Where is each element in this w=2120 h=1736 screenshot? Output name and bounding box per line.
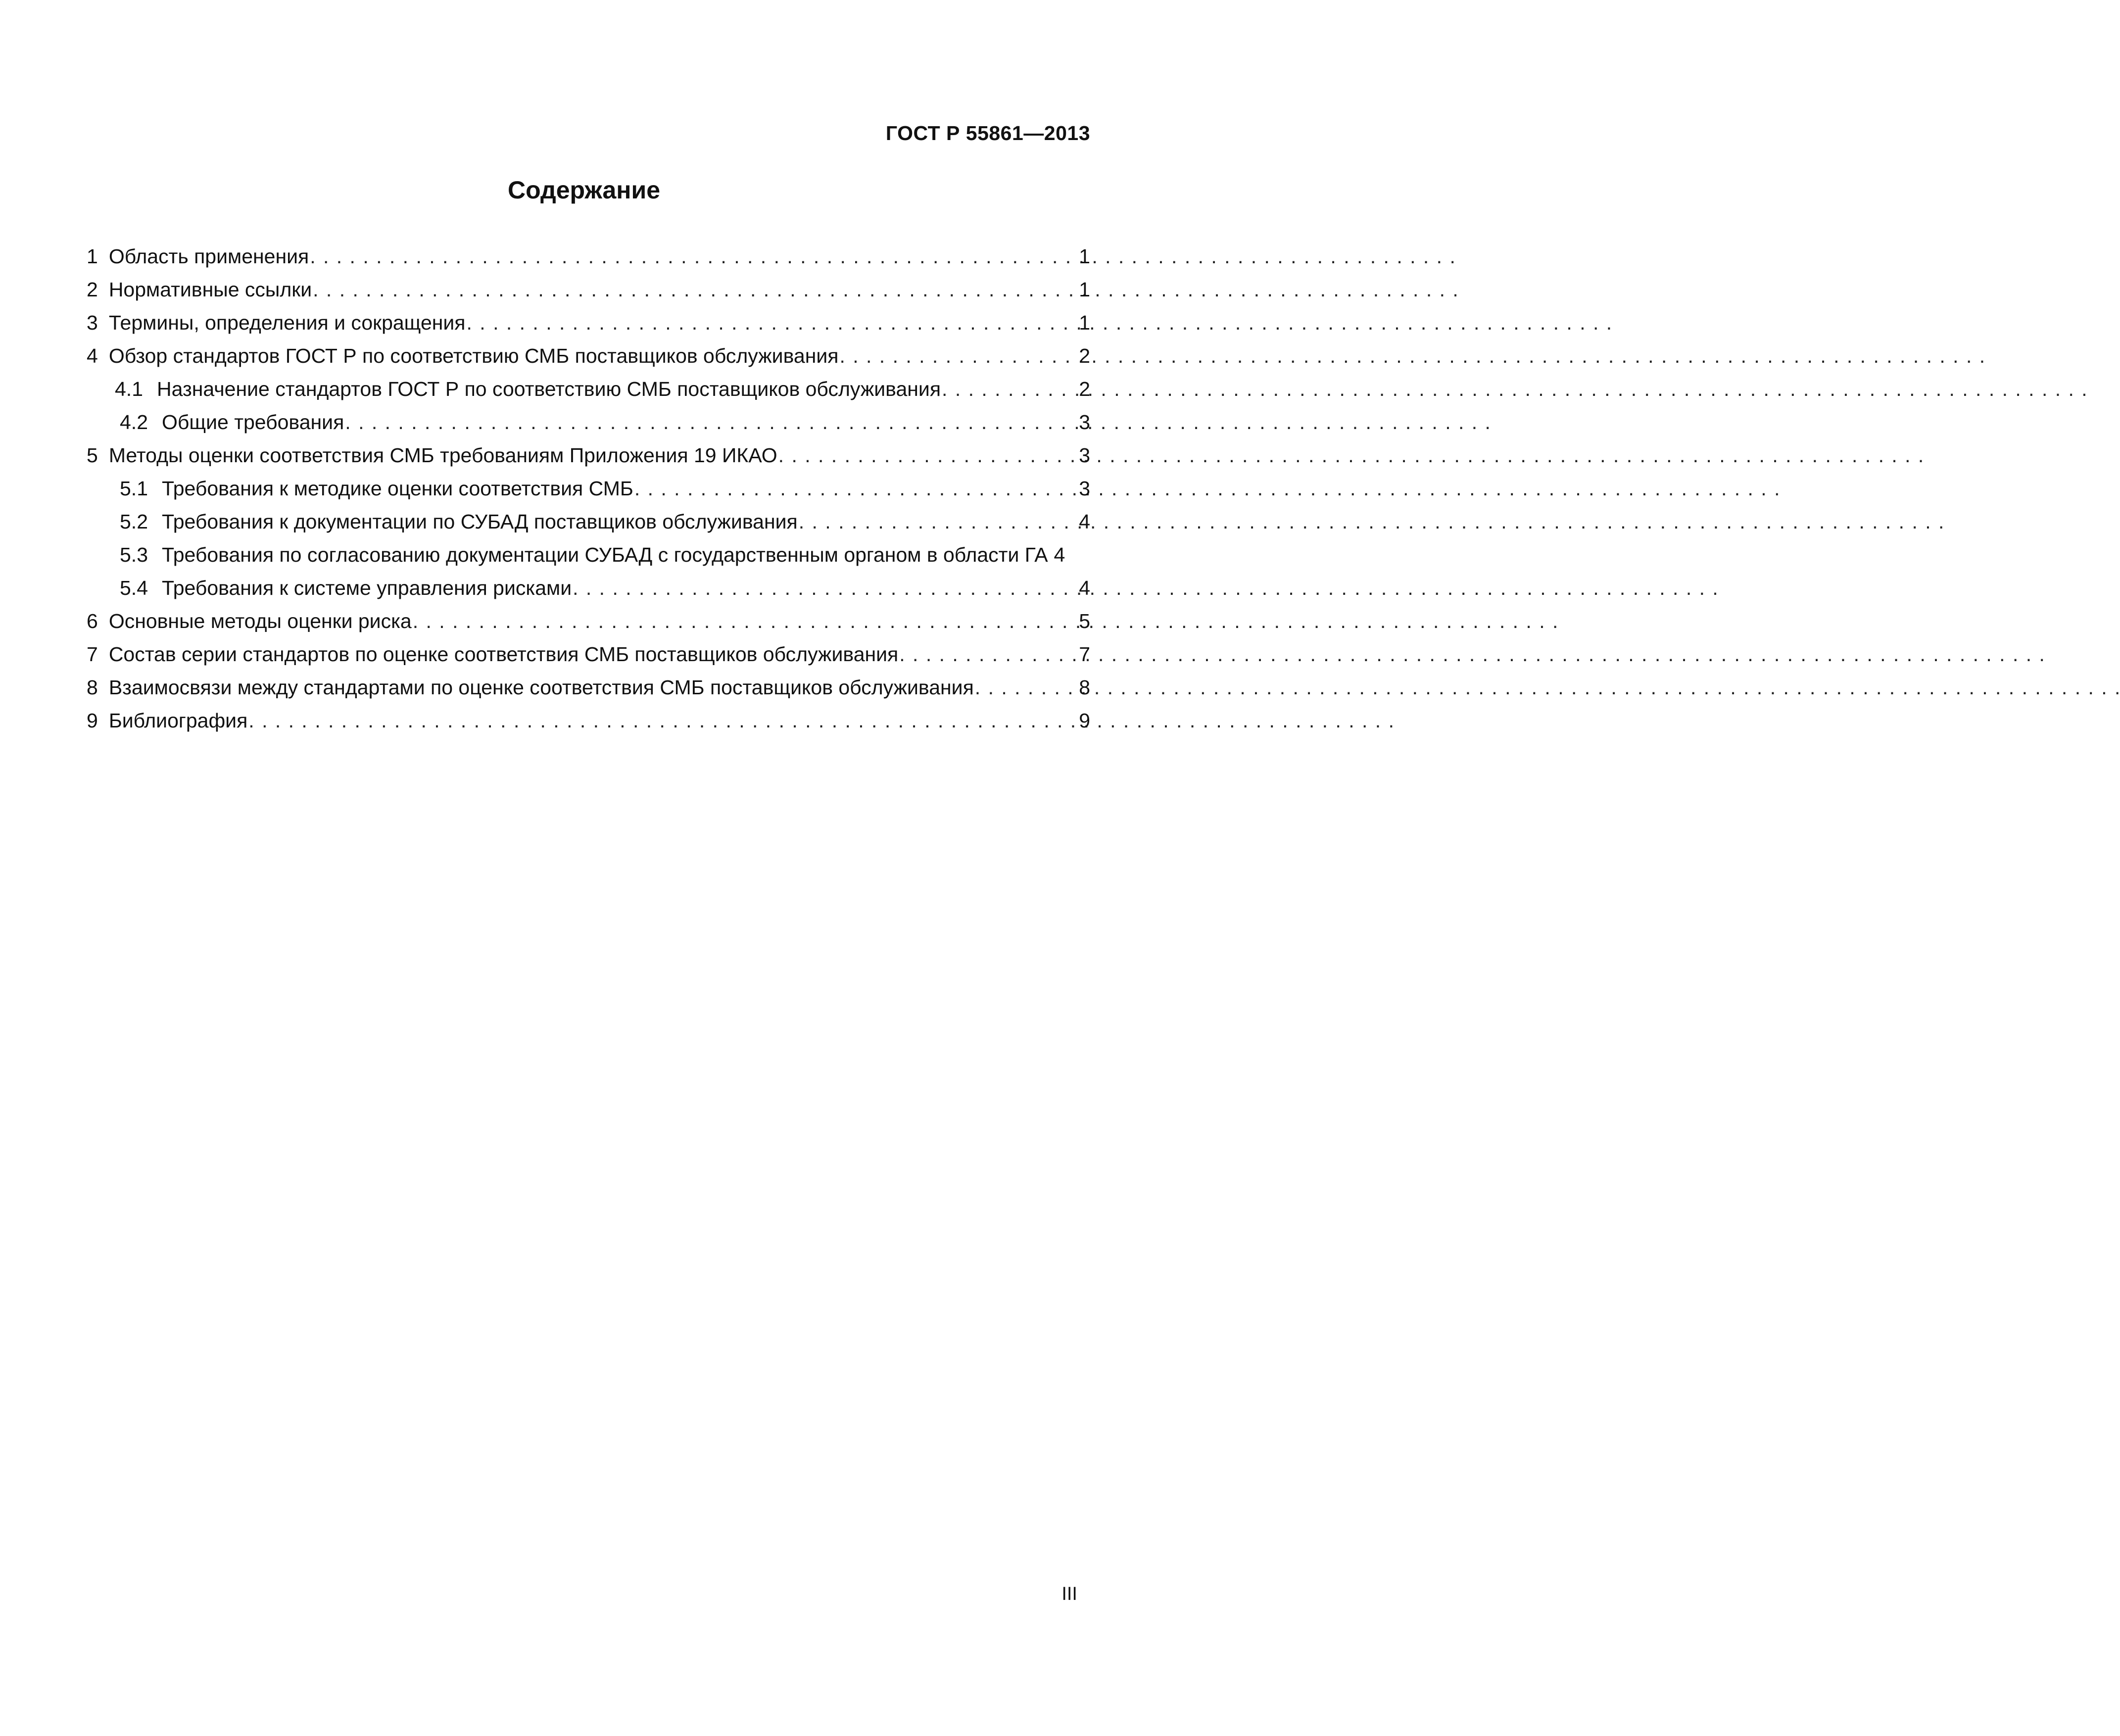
toc-entry-number: 2: [87, 278, 98, 301]
toc-entry-5-1[interactable]: [87, 468, 1090, 501]
document-code: ГОСТ Р 55861—2013: [885, 122, 1090, 145]
toc-entry-page: 3: [1079, 477, 1090, 500]
toc-dot-leader: [634, 476, 1074, 501]
toc-entry-number: 3: [87, 311, 98, 334]
toc-entry-4-1[interactable]: [87, 368, 1090, 401]
toc-entry-number: 7: [87, 643, 98, 666]
toc-entry-5[interactable]: [87, 434, 1090, 468]
toc-entry-8[interactable]: [87, 667, 1090, 700]
toc-entry-number: 5: [87, 444, 98, 467]
page-number: III: [1061, 1584, 1077, 1604]
toc-dot-leader: [313, 277, 1074, 302]
toc-entry-page: 3: [1079, 444, 1090, 467]
toc-dot-leader: [975, 675, 1074, 700]
toc-dot-leader: [899, 642, 1074, 667]
toc-entry-5-2[interactable]: [87, 501, 1090, 534]
toc-entry-page: 4: [1079, 510, 1090, 533]
toc-entry-9[interactable]: [87, 700, 1090, 733]
toc-entry-1[interactable]: [87, 236, 1090, 269]
toc-entry-page: 4: [1054, 543, 1065, 566]
toc-dot-leader: [839, 343, 1074, 368]
toc-entry-number: 5.4: [120, 577, 148, 599]
toc-entry-page: 1: [1079, 245, 1090, 268]
toc-entry-title: Область применения: [108, 245, 309, 268]
toc-entry-title: Общие требования: [162, 411, 344, 434]
toc-entry-page: 1: [1079, 311, 1090, 334]
toc-entry-4[interactable]: [87, 335, 1090, 368]
page-title: Содержание: [507, 176, 661, 204]
toc-entry-page: 7: [1079, 643, 1090, 666]
table-of-contents: [87, 236, 1090, 733]
toc-entry-page: 2: [1079, 378, 1090, 400]
toc-entry-title: Состав серии стандартов по оценке соответствия СМБ поставщиков обслуживания: [108, 643, 899, 666]
toc-entry-number: 4: [87, 344, 98, 367]
toc-entry-7[interactable]: [87, 633, 1090, 667]
toc-entry-title: Требования к системе управления рисками: [162, 577, 572, 599]
toc-entry-number: 8: [87, 676, 98, 699]
toc-dot-leader: [467, 310, 1074, 335]
toc-dot-leader: [799, 509, 1074, 534]
toc-entry-title: Термины, определения и сокращения: [108, 311, 466, 334]
toc-entry-number: 5.2: [120, 510, 148, 533]
toc-entry-number: 5.1: [120, 477, 148, 500]
toc-entry-number: 4.1: [115, 378, 143, 400]
toc-entry-page: 4: [1079, 577, 1090, 599]
toc-entry-title: Требования к документации по СУБАД поставщиков обслуживания: [162, 510, 798, 533]
toc-entry-4-2[interactable]: [87, 401, 1090, 434]
toc-entry-5-3[interactable]: [87, 534, 1090, 567]
toc-entry-number: 4.2: [120, 411, 148, 434]
toc-dot-leader: [573, 576, 1074, 600]
toc-entry-6[interactable]: [87, 600, 1090, 633]
toc-entry-number: 6: [87, 610, 98, 632]
toc-entry-3[interactable]: [87, 302, 1090, 335]
toc-entry-title: Библиография: [108, 709, 248, 732]
toc-dot-leader: [248, 708, 1074, 733]
toc-entry-page: 3: [1079, 411, 1090, 434]
toc-dot-leader: [310, 244, 1074, 269]
toc-entry-5-4[interactable]: [87, 567, 1090, 600]
toc-dot-leader: [413, 609, 1074, 633]
toc-entry-2[interactable]: [87, 269, 1090, 302]
toc-entry-title: Обзор стандартов ГОСТ Р по соответствию СМБ поставщиков обслуживания: [108, 344, 839, 367]
toc-entry-title: Требования по согласованию документации СУБАД с государственным органом в области ГА: [162, 543, 1048, 566]
toc-entry-number: 1: [87, 245, 98, 268]
toc-entry-page: 1: [1079, 278, 1090, 301]
toc-entry-title: Требования к методике оценки соответствия СМБ: [162, 477, 633, 500]
toc-dot-leader: [345, 410, 1074, 434]
toc-entry-title: Методы оценки соответствия СМБ требованиям Приложения 19 ИКАО: [108, 444, 777, 467]
toc-entry-page: 9: [1079, 709, 1090, 732]
toc-entry-title: Взаимосвязи между стандартами по оценке соответствия СМБ поставщиков обслуживания: [108, 676, 974, 699]
toc-entry-number: 9: [87, 709, 98, 732]
toc-entry-page: 8: [1079, 676, 1090, 699]
toc-dot-leader: [942, 377, 1074, 401]
toc-entry-title: Нормативные ссылки: [108, 278, 312, 301]
toc-entry-number: 5.3: [120, 543, 148, 566]
toc-entry-page: 5: [1079, 610, 1090, 632]
toc-entry-title: Основные методы оценки риска: [108, 610, 412, 632]
toc-entry-page: 2: [1079, 344, 1090, 367]
toc-dot-leader: [778, 443, 1074, 468]
toc-entry-title: Назначение стандартов ГОСТ Р по соответствию СМБ поставщиков обслуживания: [157, 378, 941, 400]
